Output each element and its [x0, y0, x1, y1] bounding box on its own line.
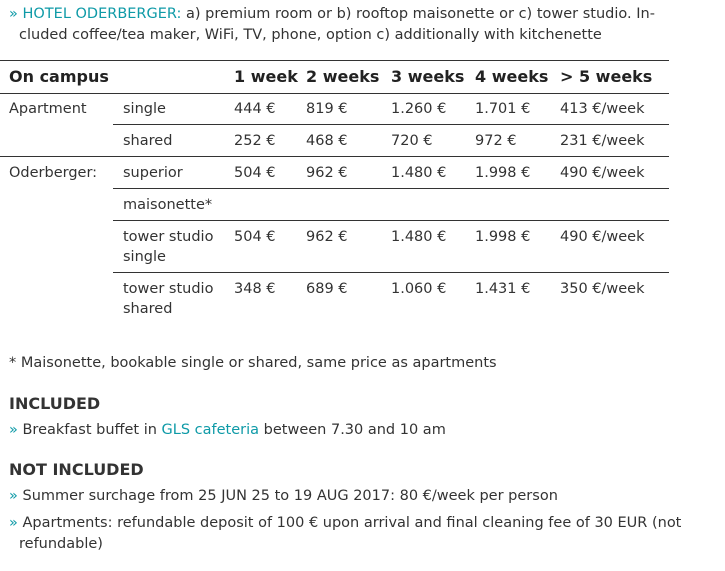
- price-3-weeks: 1.480 €: [391, 229, 447, 245]
- price-3-weeks: 1.480 €: [391, 165, 447, 181]
- row-rule: [113, 220, 669, 221]
- row-type: tower studio: [123, 281, 214, 297]
- price-2-weeks: 962 €: [306, 229, 348, 245]
- bullet-marker: »: [9, 488, 18, 504]
- price-4-weeks: 972 €: [475, 133, 517, 149]
- row-rule: [113, 124, 669, 125]
- row-type: single: [123, 101, 166, 117]
- row-rule: [0, 156, 669, 157]
- row-rule: [113, 188, 669, 189]
- price-2-weeks: 468 €: [306, 133, 348, 149]
- not-included-item2-text-cont: refundable): [19, 536, 103, 552]
- intro-text-line2: cluded coffee/tea maker, WiFi, TV, phone, option c) additionally with kitchenette: [19, 27, 602, 43]
- not-included-item: [9, 486, 689, 507]
- price-1-week: 252 €: [234, 133, 276, 149]
- gls-cafeteria-link[interactable]: GLS cafeteria: [161, 422, 260, 438]
- price-1-week: 504 €: [234, 165, 276, 181]
- included-text-post: between 7.30 and 10 am: [259, 422, 446, 438]
- not-included-item1-text: Summer surchage from 25 JUN 25 to 19 AUG 2017: 80 €/week per person: [17, 488, 558, 504]
- price-3-weeks: 720 €: [391, 133, 433, 149]
- header-rule: [0, 93, 669, 94]
- row-subtype: single: [123, 249, 166, 265]
- bullet-marker: »: [9, 515, 18, 531]
- header-4-weeks: 4 weeks: [475, 67, 549, 86]
- price-1-week: 348 €: [234, 281, 276, 297]
- price-1-week: 444 €: [234, 101, 276, 117]
- price-2-weeks: 689 €: [306, 281, 348, 297]
- price-2-weeks: 962 €: [306, 165, 348, 181]
- price-5-plus-weeks: 231 €/week: [560, 133, 645, 149]
- intro-marker: »: [9, 6, 18, 22]
- price-5-plus-weeks: 490 €/week: [560, 165, 645, 181]
- included-text-pre: Breakfast buffet in: [17, 422, 162, 438]
- price-3-weeks: 1.060 €: [391, 281, 447, 297]
- price-2-weeks: 819 €: [306, 101, 348, 117]
- intro-text-line1: a) premium room or b) rooftop maisonette or c) tower studio. In-: [181, 6, 655, 22]
- row-type: shared: [123, 133, 173, 149]
- price-3-weeks: 1.260 €: [391, 101, 447, 117]
- row-type: maisonette*: [123, 197, 213, 213]
- bullet-marker: »: [9, 422, 18, 438]
- not-included-item2-text: Apartments: refundable deposit of 100 € upon arrival and final cleaning fee of 30 EUR (not: [17, 515, 682, 531]
- not-included-item: [9, 513, 689, 555]
- price-4-weeks: 1.998 €: [475, 165, 531, 181]
- row-type: superior: [123, 165, 183, 181]
- price-4-weeks: 1.701 €: [475, 101, 531, 117]
- price-1-week: 504 €: [234, 229, 276, 245]
- footnote: * Maisonette, bookable single or shared, same price as apartments: [9, 355, 497, 371]
- header-5-plus-weeks: > 5 weeks: [560, 67, 653, 86]
- row-group: Oderberger:: [9, 165, 98, 181]
- price-4-weeks: 1.431 €: [475, 281, 531, 297]
- included-title: INCLUDED: [9, 394, 101, 413]
- price-5-plus-weeks: 350 €/week: [560, 281, 645, 297]
- header-3-weeks: 3 weeks: [391, 67, 465, 86]
- price-4-weeks: 1.998 €: [475, 229, 531, 245]
- price-5-plus-weeks: 413 €/week: [560, 101, 645, 117]
- row-group: Apartment: [9, 101, 87, 117]
- table-top-rule: [0, 60, 669, 61]
- price-5-plus-weeks: 490 €/week: [560, 229, 645, 245]
- row-rule: [113, 272, 669, 273]
- header-2-weeks: 2 weeks: [306, 67, 380, 86]
- not-included-title: NOT INCLUDED: [9, 460, 144, 479]
- intro-paragraph: [9, 4, 689, 46]
- row-subtype: shared: [123, 301, 173, 317]
- header-on-campus: On campus: [9, 67, 109, 86]
- hotel-name-link[interactable]: HOTEL ODERBERGER:: [22, 6, 182, 22]
- included-item: [9, 420, 689, 441]
- header-1-week: 1 week: [234, 67, 298, 86]
- row-type: tower studio: [123, 229, 214, 245]
